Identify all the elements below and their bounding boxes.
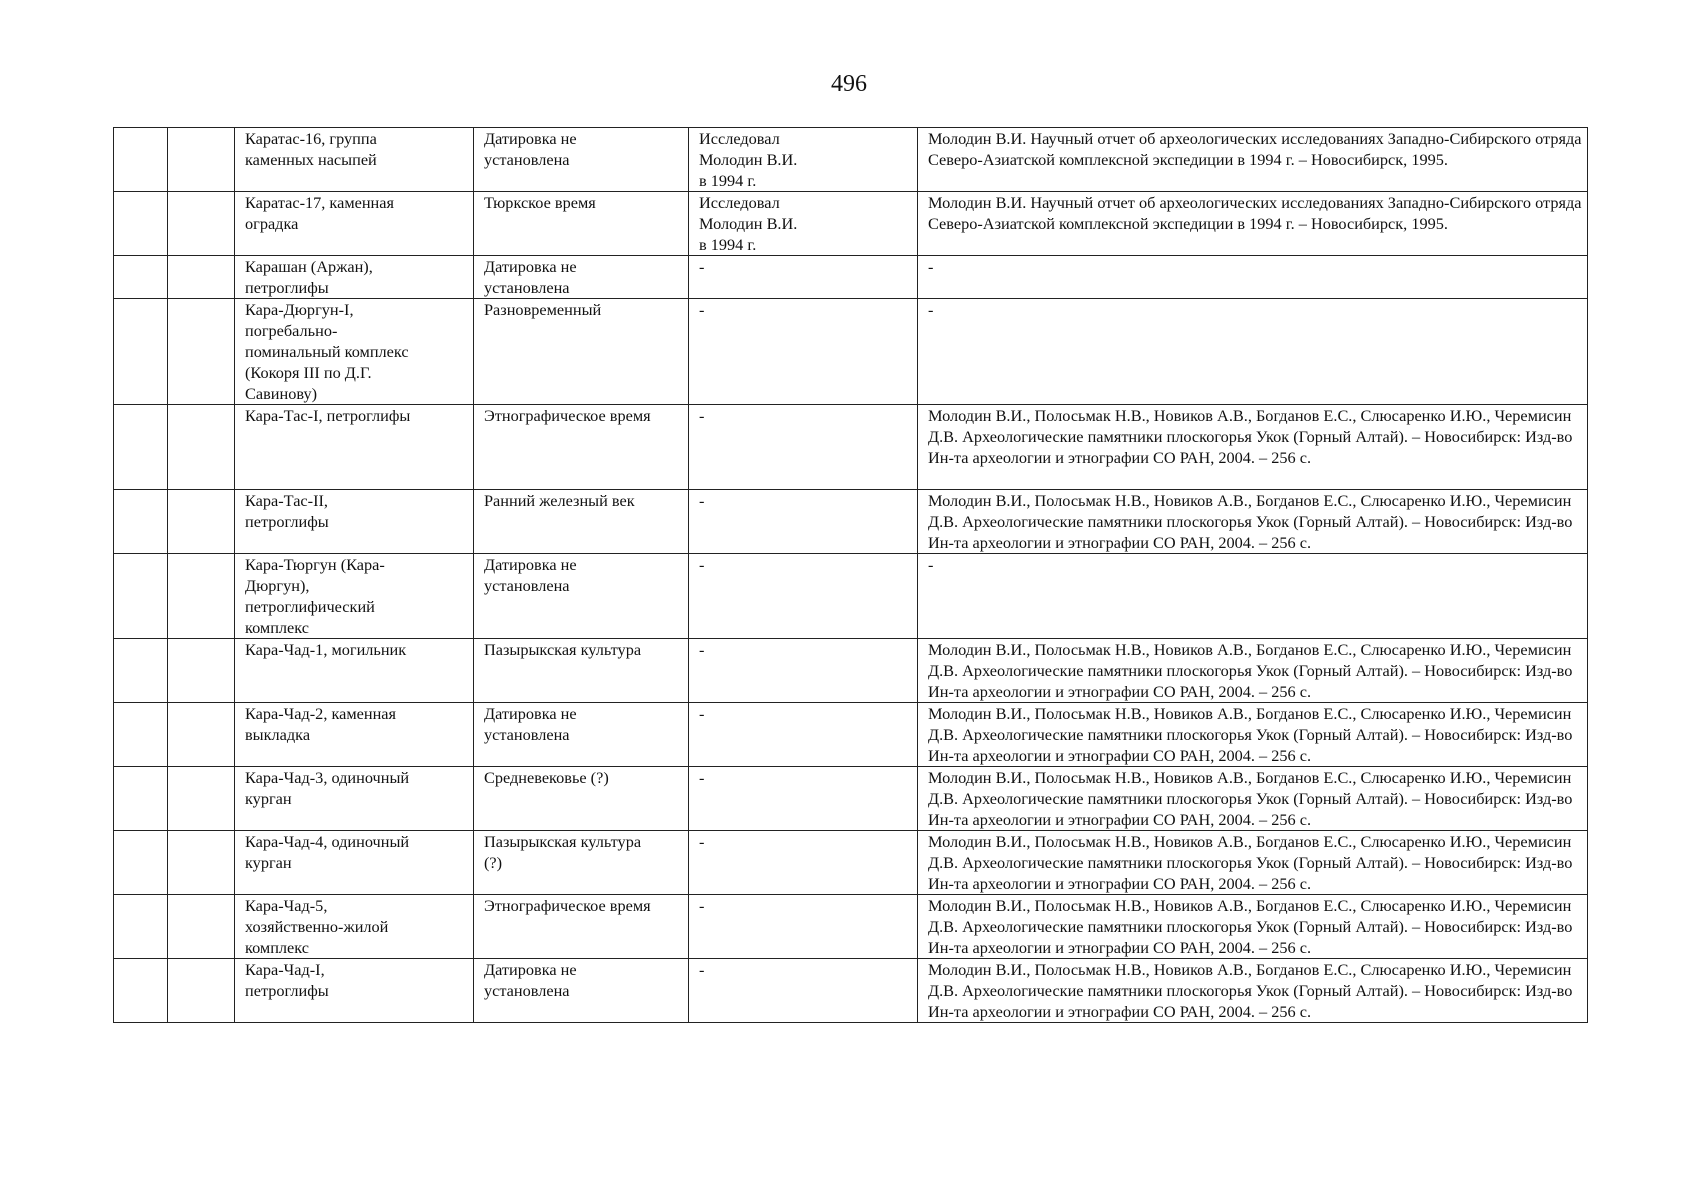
cell-monument-name: Каратас-16, группа каменных насыпей xyxy=(235,128,474,192)
cell-research: Исследовал Молодин В.И. в 1994 г. xyxy=(689,128,918,192)
cell-literature: - xyxy=(918,299,1588,405)
cell-code xyxy=(168,299,235,405)
cell-code xyxy=(168,767,235,831)
cell-number xyxy=(114,299,168,405)
cell-code xyxy=(168,895,235,959)
cell-dating: Датировка не установлена xyxy=(474,703,689,767)
cell-literature: - xyxy=(918,554,1588,639)
cell-dating: Тюркское время xyxy=(474,192,689,256)
cell-number xyxy=(114,831,168,895)
cell-literature: - xyxy=(918,256,1588,299)
table-row xyxy=(114,299,1588,405)
cell-literature: Молодин В.И., Полосьмак Н.В., Новиков А.В., Богданов Е.С., Слюсаренко И.Ю., Черемисин Д.В. Археологические памятники плоскогорья Укок (Горный Алтай). – Новосибирск: Изд-во Ин-та археологии и этнографии СО РАН, 2004. – 256 с. xyxy=(918,895,1588,959)
cell-research: - xyxy=(689,554,918,639)
cell-literature: Молодин В.И., Полосьмак Н.В., Новиков А.В., Богданов Е.С., Слюсаренко И.Ю., Черемисин Д.В. Археологические памятники плоскогорья Укок (Горный Алтай). – Новосибирск: Изд-во Ин-та археологии и этнографии СО РАН, 2004. – 256 с. xyxy=(918,959,1588,1023)
cell-monument-name: Кара-Тас-I, петроглифы xyxy=(235,405,474,490)
cell-code xyxy=(168,192,235,256)
cell-code xyxy=(168,554,235,639)
table-row xyxy=(114,831,1588,895)
cell-research: - xyxy=(689,703,918,767)
cell-number xyxy=(114,703,168,767)
cell-number xyxy=(114,256,168,299)
cell-monument-name: Кара-Чад-5, хозяйственно-жилой комплекс xyxy=(235,895,474,959)
cell-research: - xyxy=(689,405,918,490)
page-number: 496 xyxy=(831,71,867,97)
cell-dating: Пазырыкская культура (?) xyxy=(474,831,689,895)
table-row xyxy=(114,703,1588,767)
cell-code xyxy=(168,405,235,490)
cell-dating: Разновременный xyxy=(474,299,689,405)
cell-monument-name: Кара-Тас-II, петроглифы xyxy=(235,490,474,554)
cell-literature: Молодин В.И., Полосьмак Н.В., Новиков А.В., Богданов Е.С., Слюсаренко И.Ю., Черемисин Д.В. Археологические памятники плоскогорья Укок (Горный Алтай). – Новосибирск: Изд-во Ин-та археологии и этнографии СО РАН, 2004. – 256 с. xyxy=(918,703,1588,767)
cell-code xyxy=(168,959,235,1023)
cell-monument-name: Каратас-17, каменная оградка xyxy=(235,192,474,256)
table-row xyxy=(114,959,1588,1023)
cell-monument-name: Кара-Чад-2, каменная выкладка xyxy=(235,703,474,767)
cell-monument-name: Карашан (Аржан), петроглифы xyxy=(235,256,474,299)
cell-literature: Молодин В.И. Научный отчет об археологических исследованиях Западно-Сибирского отряда Северо-Азиатской комплексной экспедиции в 1994 г. – Новосибирск, 1995. xyxy=(918,128,1588,192)
cell-monument-name: Кара-Тюргун (Кара- Дюргун), петроглифический комплекс xyxy=(235,554,474,639)
cell-literature: Молодин В.И., Полосьмак Н.В., Новиков А.В., Богданов Е.С., Слюсаренко И.Ю., Черемисин Д.В. Археологические памятники плоскогорья Укок (Горный Алтай). – Новосибирск: Изд-во Ин-та археологии и этнографии СО РАН, 2004. – 256 с. xyxy=(918,405,1588,490)
cell-literature: Молодин В.И. Научный отчет об археологических исследованиях Западно-Сибирского отряда Северо-Азиатской комплексной экспедиции в 1994 г. – Новосибирск, 1995. xyxy=(918,192,1588,256)
cell-code xyxy=(168,639,235,703)
cell-research: Исследовал Молодин В.И. в 1994 г. xyxy=(689,192,918,256)
cell-literature: Молодин В.И., Полосьмак Н.В., Новиков А.В., Богданов Е.С., Слюсаренко И.Ю., Черемисин Д.В. Археологические памятники плоскогорья Укок (Горный Алтай). – Новосибирск: Изд-во Ин-та археологии и этнографии СО РАН, 2004. – 256 с. xyxy=(918,490,1588,554)
table-row xyxy=(114,554,1588,639)
cell-code xyxy=(168,256,235,299)
cell-dating: Пазырыкская культура xyxy=(474,639,689,703)
cell-code xyxy=(168,128,235,192)
cell-dating: Средневековье (?) xyxy=(474,767,689,831)
cell-research: - xyxy=(689,299,918,405)
table-row xyxy=(114,256,1588,299)
cell-dating: Этнографическое время xyxy=(474,895,689,959)
cell-number xyxy=(114,959,168,1023)
cell-dating: Датировка не установлена xyxy=(474,554,689,639)
cell-research: - xyxy=(689,256,918,299)
cell-research: - xyxy=(689,959,918,1023)
cell-number xyxy=(114,490,168,554)
cell-monument-name: Кара-Чад-1, могильник xyxy=(235,639,474,703)
cell-monument-name: Кара-Дюргун-I, погребально- поминальный комплекс (Кокоря III по Д.Г. Савинову) xyxy=(235,299,474,405)
table-row xyxy=(114,405,1588,490)
cell-dating: Датировка не установлена xyxy=(474,128,689,192)
table-row xyxy=(114,767,1588,831)
cell-number xyxy=(114,128,168,192)
cell-literature: Молодин В.И., Полосьмак Н.В., Новиков А.В., Богданов Е.С., Слюсаренко И.Ю., Черемисин Д.В. Археологические памятники плоскогорья Укок (Горный Алтай). – Новосибирск: Изд-во Ин-та археологии и этнографии СО РАН, 2004. – 256 с. xyxy=(918,831,1588,895)
cell-research: - xyxy=(689,895,918,959)
cell-dating: Ранний железный век xyxy=(474,490,689,554)
cell-monument-name: Кара-Чад-3, одиночный курган xyxy=(235,767,474,831)
cell-code xyxy=(168,490,235,554)
table-row xyxy=(114,192,1588,256)
cell-dating: Датировка не установлена xyxy=(474,256,689,299)
table-row xyxy=(114,895,1588,959)
cell-number xyxy=(114,192,168,256)
cell-number xyxy=(114,554,168,639)
cell-dating: Этнографическое время xyxy=(474,405,689,490)
cell-number xyxy=(114,767,168,831)
monuments-table-body xyxy=(114,128,1588,1023)
cell-number xyxy=(114,895,168,959)
cell-research: - xyxy=(689,639,918,703)
table-row xyxy=(114,490,1588,554)
cell-research: - xyxy=(689,767,918,831)
cell-literature: Молодин В.И., Полосьмак Н.В., Новиков А.В., Богданов Е.С., Слюсаренко И.Ю., Черемисин Д.В. Археологические памятники плоскогорья Укок (Горный Алтай). – Новосибирск: Изд-во Ин-та археологии и этнографии СО РАН, 2004. – 256 с. xyxy=(918,639,1588,703)
cell-number xyxy=(114,405,168,490)
cell-number xyxy=(114,639,168,703)
cell-dating: Датировка не установлена xyxy=(474,959,689,1023)
table-row xyxy=(114,639,1588,703)
monuments-table xyxy=(113,127,1588,1023)
cell-monument-name: Кара-Чад-4, одиночный курган xyxy=(235,831,474,895)
cell-research: - xyxy=(689,490,918,554)
cell-code xyxy=(168,831,235,895)
cell-code xyxy=(168,703,235,767)
cell-research: - xyxy=(689,831,918,895)
cell-literature: Молодин В.И., Полосьмак Н.В., Новиков А.В., Богданов Е.С., Слюсаренко И.Ю., Черемисин Д.В. Археологические памятники плоскогорья Укок (Горный Алтай). – Новосибирск: Изд-во Ин-та археологии и этнографии СО РАН, 2004. – 256 с. xyxy=(918,767,1588,831)
cell-monument-name: Кара-Чад-I, петроглифы xyxy=(235,959,474,1023)
table-row xyxy=(114,128,1588,192)
